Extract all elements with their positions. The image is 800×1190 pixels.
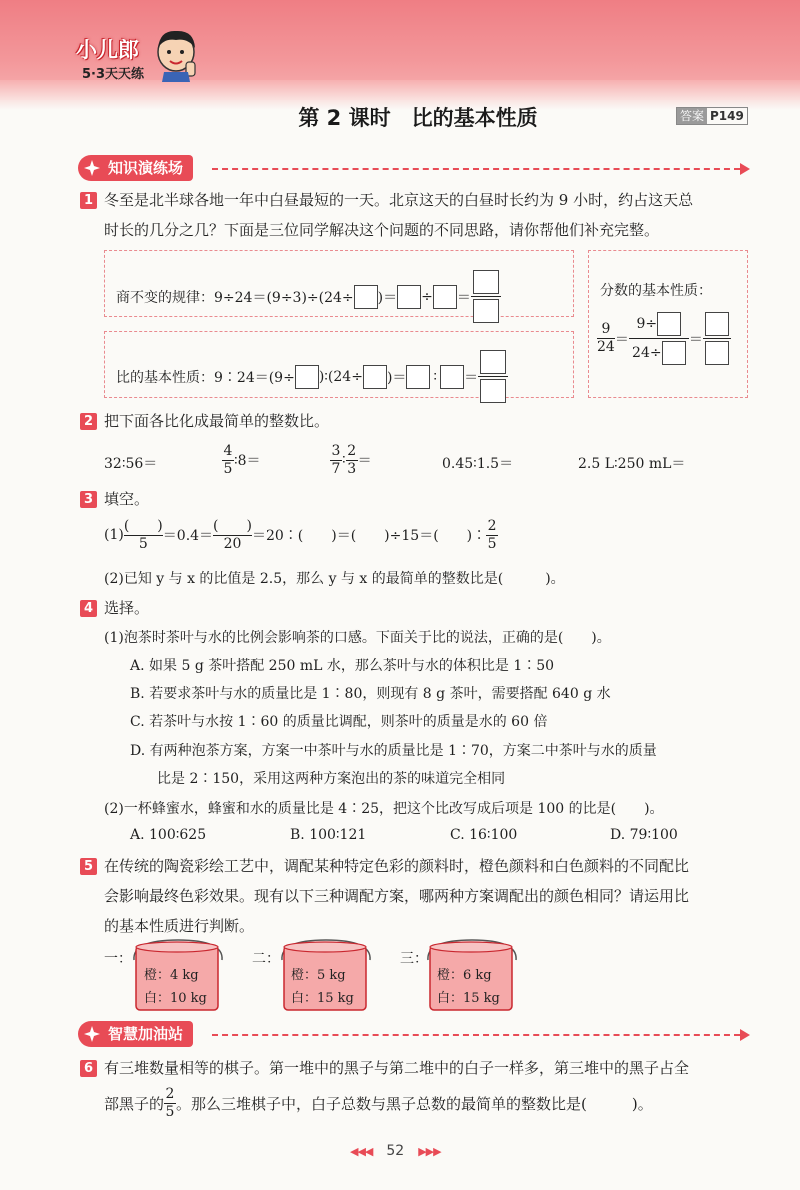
brand-subtitle: 5·3天天练 [82, 67, 145, 82]
q2-item-2 [222, 443, 261, 478]
sparkle-icon [82, 159, 102, 177]
question-number: 6 [80, 1060, 97, 1077]
answer-blank[interactable] [480, 379, 506, 403]
answer-blank[interactable] [705, 312, 729, 336]
question-number: 2 [80, 413, 97, 430]
answer-tag-label: 答案 [677, 108, 707, 124]
item-rest: ＝ [357, 453, 372, 470]
fraction [486, 518, 498, 553]
method-ratio-row [116, 350, 508, 403]
denominator: 24 [597, 339, 615, 355]
fraction [222, 443, 234, 478]
answer-blank[interactable] [363, 365, 387, 389]
method-fraction-title: 分数的基本性质： [600, 283, 712, 299]
denominator: 3 [347, 460, 357, 477]
q2-items [104, 443, 764, 483]
q6-line1: 有三堆数量相等的棋子。第一堆中的黑子与第二堆中的白子一样多，第三堆中的黑子占全 [104, 1059, 690, 1077]
left-arrows-icon: ◀◀◀ [350, 1144, 373, 1158]
answer-blank[interactable] [705, 341, 729, 365]
q2-item-3 [330, 443, 372, 478]
arrow-right-icon [740, 1029, 750, 1041]
q4-option-c[interactable]: C. 若茶叶与水按 1∶60 的质量比调配，则茶叶的质量是水的 60 倍 [130, 714, 548, 730]
q5-line3: 的基本性质进行判断。 [104, 917, 255, 935]
bottom-text: 24÷ [632, 345, 662, 361]
arrow-right-icon [740, 163, 750, 175]
answer-blank[interactable] [480, 350, 506, 374]
section-divider [212, 168, 740, 170]
section-title: 知识演练场 [78, 155, 193, 181]
denominator: 5 [223, 460, 233, 477]
q4-option-a[interactable]: A. 如果 5 g 茶叶搭配 250 mL 水，那么茶叶与水的体积比是 1∶50 [130, 658, 555, 674]
fraction [346, 443, 358, 478]
fraction-2-5 [164, 1086, 176, 1121]
q6-line2 [104, 1086, 653, 1121]
bucket-white: 白：15 kg [291, 991, 354, 1006]
q1-line2: 时长的几分之几？下面是三位同学解决这个问题的不同思路，请你帮他们补充完整。 [104, 221, 660, 239]
method-quotient-row [116, 270, 501, 323]
denominator: 7 [331, 460, 341, 477]
q3-part2: (2)已知 y 与 x 的比值是 2.5，那么 y 与 x 的最简单的整数比是( )。 [104, 571, 565, 587]
bucket-label: 二： [252, 951, 280, 967]
q4-text: 选择。 [104, 599, 150, 617]
q5-line1: 在传统的陶瓷彩绘工艺中，调配某种特定色彩的颜料时，橙色颜料和白色颜料的不同配比 [104, 857, 690, 875]
numerator-blank[interactable]: ( ) [123, 518, 163, 534]
fraction-blank [478, 350, 508, 403]
q4-part2: (2)一杯蜂蜜水，蜂蜜和水的质量比是 4∶25，把这个比改写成后项是 100 的比是( )。 [104, 801, 664, 817]
brand-logo: 小儿郎 [76, 38, 139, 62]
bucket-label: 三： [400, 951, 428, 967]
colon-sign: ∶ [433, 368, 438, 385]
q2-text: 把下面各比化成最简单的整数比。 [104, 412, 330, 430]
bucket-white: 白：10 kg [144, 991, 207, 1006]
fraction-blank [703, 312, 731, 365]
fraction-bar [703, 338, 731, 339]
method-quotient-text: 商不变的规律：9÷24＝(9÷3)÷(24÷ [116, 289, 354, 306]
part-label: (1) [104, 527, 124, 544]
answer-blank[interactable] [397, 285, 421, 309]
numerator: 9 [601, 321, 611, 338]
q1-line1: 冬至是北半球各地一年中白昼最短的一天。北京这天的白昼时长约为 9 小时，约占这天总 [104, 191, 694, 209]
section-title: 智慧加油站 [78, 1021, 193, 1047]
q3-text: 填空。 [104, 490, 150, 508]
page-title: 第 2 课时 比的基本性质 [298, 106, 538, 130]
section-divider [212, 1034, 740, 1036]
answer-blank[interactable] [295, 365, 319, 389]
q2-item-1: 32∶56＝ [104, 456, 158, 472]
bucket-orange: 橙：6 kg [437, 968, 492, 983]
mascot-boy-icon [150, 24, 202, 82]
sparkle-icon [82, 1025, 102, 1043]
fraction-bar [478, 376, 508, 377]
numerator-blank[interactable]: ( ) [213, 518, 252, 534]
item-rest: ∶8＝ [234, 453, 261, 470]
q4-p2-option-b[interactable]: B. 100∶121 [290, 827, 367, 843]
answer-blank[interactable] [433, 285, 457, 309]
question-number: 1 [80, 192, 97, 209]
answer-blank[interactable] [473, 299, 499, 323]
fraction-bottom [632, 341, 686, 365]
eq-sign: ＝ [456, 289, 471, 306]
answer-blank[interactable] [354, 285, 378, 309]
question-number: 4 [80, 600, 97, 617]
question-number: 5 [80, 858, 97, 875]
fraction-blank [471, 270, 501, 323]
bucket-orange: 橙：4 kg [144, 968, 199, 983]
q2-item-5: 2.5 L∶250 mL＝ [578, 456, 686, 472]
eq-sign: ＝ [688, 331, 703, 348]
bucket-orange: 橙：5 kg [291, 968, 346, 983]
fraction [330, 443, 342, 478]
fraction-expression [629, 312, 689, 365]
right-arrows-icon: ▶▶▶ [418, 1144, 441, 1158]
denominator: 5 [487, 535, 497, 552]
close-text: )＝ [377, 289, 398, 306]
colon-sign: ∶ [342, 452, 346, 469]
mid-text: )∶(24÷ [318, 368, 363, 385]
numerator: 3 [331, 443, 341, 459]
numerator: 2 [347, 443, 357, 459]
denominator: 5 [138, 535, 148, 552]
q4-p2-option-a[interactable]: A. 100∶625 [130, 827, 207, 843]
q4-option-d[interactable]: D. 有两种泡茶方案，方案一中茶叶与水的质量比是 1∶70，方案二中茶叶与水的质量 [130, 743, 657, 759]
answer-page: P149 [710, 109, 744, 123]
answer-blank[interactable] [473, 270, 499, 294]
div-sign: ÷ [421, 288, 433, 305]
numerator: 2 [487, 518, 497, 534]
answer-blank[interactable] [662, 341, 686, 365]
method-fraction-row [597, 312, 731, 365]
equation-text: ＝0.4＝ [162, 528, 214, 545]
q4-part1: (1)泡茶时茶叶与水的比例会影响茶的口感。下面关于比的说法，正确的是( )。 [104, 630, 611, 646]
answer-reference [676, 107, 748, 125]
q3-part1 [104, 518, 498, 553]
line-start: 部黑子的 [104, 1094, 165, 1113]
fraction [124, 518, 163, 553]
q4-option-b[interactable]: B. 若要求茶叶与水的质量比是 1∶80，则现有 8 g 茶叶，需要搭配 640 g 水 [130, 686, 611, 702]
numerator: 4 [223, 443, 233, 459]
page-number: 52 [386, 1143, 405, 1159]
bucket-white: 白：15 kg [437, 991, 500, 1006]
fraction-bar [471, 296, 501, 297]
page-footer [350, 1143, 441, 1159]
fraction [213, 518, 252, 553]
numerator: 2 [165, 1086, 175, 1102]
q4-p2-option-d[interactable]: D. 79∶100 [610, 827, 678, 843]
fraction-9-24 [597, 321, 615, 356]
answer-blank[interactable] [440, 365, 464, 389]
answer-blank[interactable] [657, 312, 681, 336]
q4-option-d-cont: 比是 2∶150，采用这两种方案泡出的茶的味道完全相同 [157, 771, 506, 787]
fraction-bar [629, 338, 689, 339]
eq-sign: ＝ [464, 369, 479, 386]
equation-text: ＝20∶( )＝( )÷15＝( )∶ [251, 528, 487, 545]
answer-blank[interactable] [406, 365, 430, 389]
denominator: 5 [165, 1103, 175, 1120]
question-number: 3 [80, 491, 97, 508]
eq-sign: ＝ [614, 331, 629, 348]
q4-p2-option-c[interactable]: C. 16∶100 [450, 827, 518, 843]
q2-item-4: 0.45∶1.5＝ [442, 456, 514, 472]
q5-line2: 会影响最终色彩效果。现有以下三种调配方案，哪两种方案调配出的颜色相同？请运用比 [104, 887, 690, 905]
line-end: 。那么三堆棋子中，白子总数与黑子总数的最简单的整数比是( )。 [176, 1094, 653, 1113]
method-ratio-text: 比的基本性质：9∶24＝(9÷ [116, 369, 295, 386]
fraction-top [637, 312, 682, 336]
close-text: )＝ [386, 369, 407, 386]
bucket-label: 一： [104, 951, 132, 967]
denominator: 20 [223, 535, 242, 552]
top-text: 9÷ [636, 316, 658, 332]
